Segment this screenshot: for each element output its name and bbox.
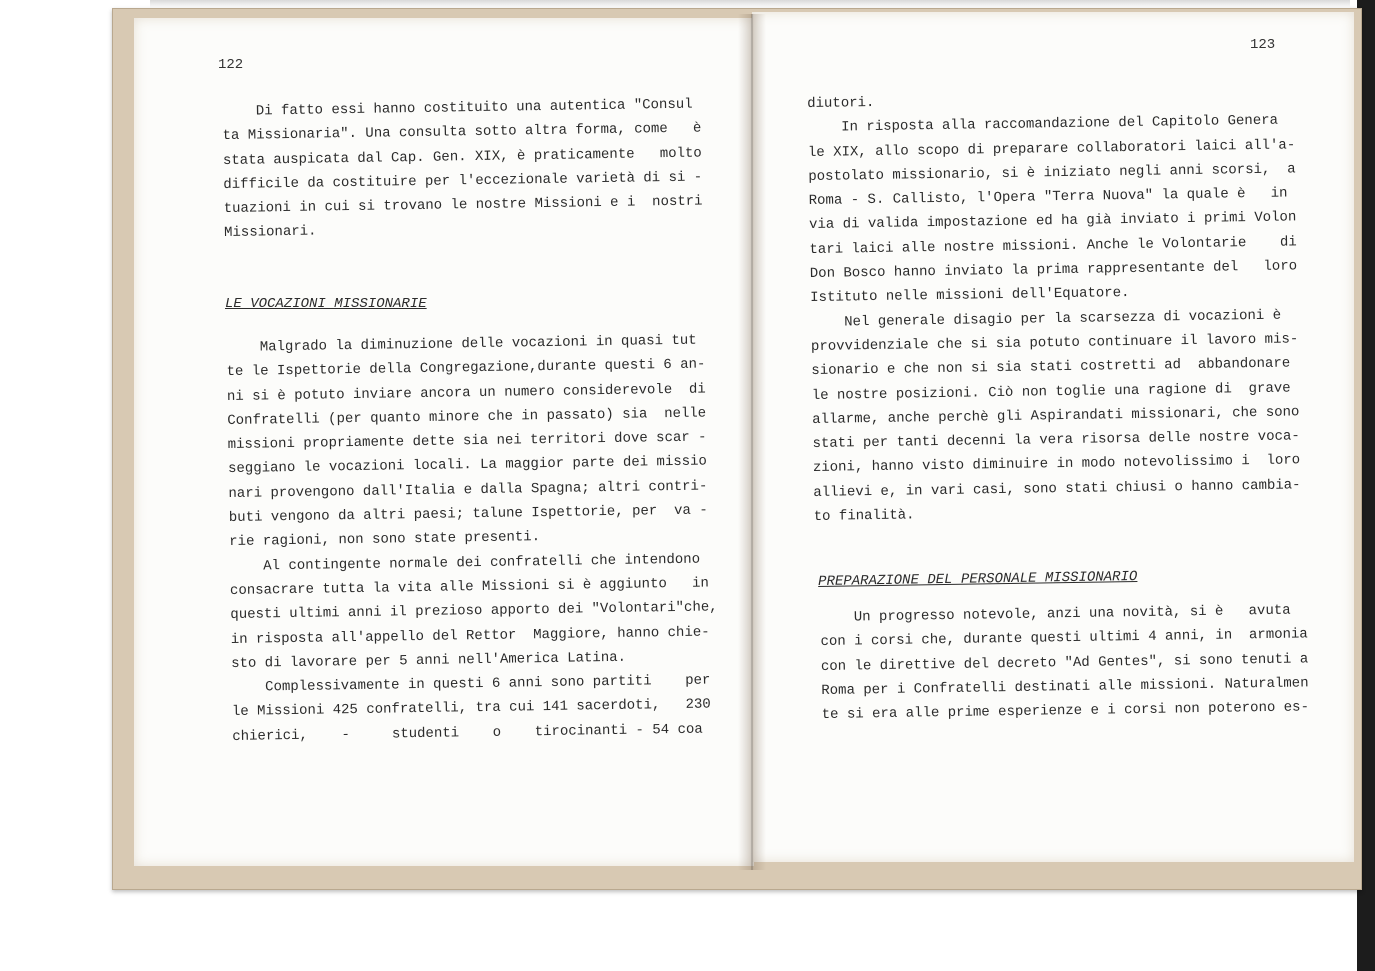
text-line: stati per tanti decenni la vera risorsa delle nostre voca- (812, 428, 1300, 453)
text-line: Nel generale disagio per la scarsezza di vocazioni è (810, 307, 1282, 331)
text-line: tari laici alle nostre missioni. Anche le Volontarie di (809, 234, 1297, 258)
text-line: consacrare tutta la vita alle Missioni si è aggiunto in (229, 575, 709, 599)
section-heading-preparazione: PREPARAZIONE DEL PERSONALE MISSIONARIO (818, 568, 1138, 590)
text-line: diutori. (807, 94, 875, 112)
text-line: te le Ispettorie della Congregazione,durante questi 6 an- (226, 356, 706, 381)
page-number-right: 123 (1250, 37, 1276, 53)
text-line: Complessivamente in questi 6 anni sono partiti per (231, 672, 711, 697)
text-line: Un progresso notevole, anzi una novità, si è avuta (820, 602, 1291, 626)
text-line: con i corsi che, durante questi ultimi 4 anni, in armonia (820, 626, 1308, 651)
text-line: con le direttive del decreto "Ad Gentes", si sono tenuti a (820, 650, 1309, 675)
text-line: te si era alle prime esperienze e i corsi non poterono es- (821, 699, 1310, 724)
text-line: provvidenziale che si sia potuto continuare il lavoro mis- (810, 331, 1299, 355)
text-line: Al contingente normale dei confratelli che intendono (229, 551, 701, 575)
text-line: stata auspicata dal Cap. Gen. XIX, è praticamente molto (222, 145, 702, 169)
text-line: Roma - S. Callisto, l'Opera "Terra Nuova" la quale è in (808, 185, 1288, 210)
text-line: rie ragioni, non sono state presenti. (229, 529, 541, 551)
text-line: questi ultimi anni il prezioso apporto dei "Volontari"che, (230, 599, 718, 624)
left-paragraph-1 (222, 92, 703, 245)
text-line: difficile da costituire per l'eccezionale varietà di si - (223, 169, 703, 193)
text-line: ni si è potuto inviare ancora un numero considerevole di (226, 381, 706, 405)
book-gutter (738, 14, 766, 870)
text-line: In risposta alla raccomandazione del Capitolo Genera (807, 112, 1279, 137)
text-line: sionario e che non si sia stati costretti ad abbandonare (811, 355, 1291, 380)
text-line: Istituto nelle missioni dell'Equatore. (810, 285, 1130, 307)
text-line: le XIX, allo scopo di preparare collaboratori laici all'a- (807, 136, 1296, 161)
text-line: ta Missionaria". Una consulta sotto altra forma, come è (222, 120, 702, 145)
text-line: allarme, anche perchè gli Aspirandati missionari, che sono (812, 404, 1300, 428)
text-line: Roma per i Confratelli destinati alle missioni. Naturalmen (821, 675, 1309, 699)
right-paragraph-1 (807, 84, 1301, 529)
right-paragraph-2 (820, 598, 1309, 727)
text-line: zioni, hanno visto diminuire in modo notevolissimo i loro (812, 452, 1301, 477)
text-line: sto di lavorare per 5 anni nell'America Latina. (231, 649, 627, 672)
text-line: allievi e, in vari casi, sono stati chiusi o hanno cambia- (813, 477, 1301, 501)
text-line: Missionari. (223, 224, 317, 242)
text-line: missioni propriamente dette sia nei territori dove scar - (227, 429, 707, 454)
text-line: tuazioni in cui si trovano le nostre Missioni e i nostri (223, 193, 703, 218)
text-line: via di valida impostazione ed ha già inviato i primi Volon (808, 209, 1297, 234)
text-line: postolato missionario, si è iniziato negli anni scorsi, a (808, 161, 1296, 185)
text-line: Confratelli (per quanto minore che in passato) sia nelle (227, 405, 707, 429)
text-line: seggiano le vocazioni locali. La maggior parte dei missio (227, 453, 708, 478)
text-line: Malgrado la diminuzione delle vocazioni in quasi tut (226, 332, 697, 356)
text-line: le Missioni 425 confratelli, tra cui 141 sacerdoti, 230 (231, 696, 711, 721)
text-line: le nostre posizioni. Ciò non toglie una ragione di grave (811, 380, 1291, 404)
page-number-left: 122 (218, 57, 244, 73)
text-line: Di fatto essi hanno costituito una autentica "Consul (222, 96, 693, 120)
section-heading-vocazioni: LE VOCAZIONI MISSIONARIE (225, 296, 427, 312)
text-line: to finalità. (813, 507, 915, 525)
text-line: buti vengono da altri paesi; talune Ispettorie, per va - (228, 502, 708, 527)
scanner-edge-top (150, 0, 1350, 8)
text-line: Don Bosco hanno inviato la prima rappresentante del loro (809, 258, 1298, 283)
left-paragraph-2 (226, 328, 720, 749)
text-line: in risposta all'appello del Rettor Maggiore, hanno chie- (230, 624, 710, 648)
text-line: chierici, - studenti o tirocinanti - 54 coa (232, 721, 703, 745)
text-line: nari provengono dall'Italia e dalla Spagna; altri contri- (228, 478, 708, 502)
